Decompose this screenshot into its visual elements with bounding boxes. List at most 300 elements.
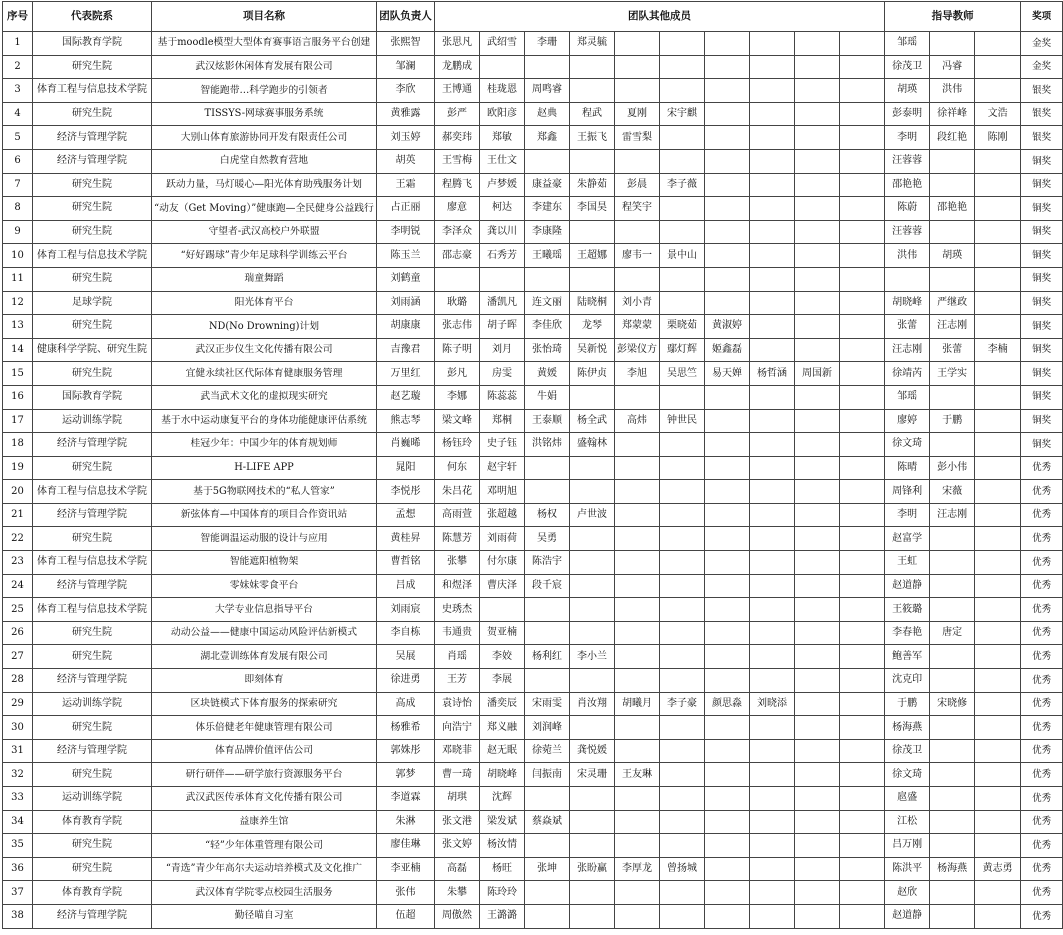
row-advisor — [975, 173, 1021, 197]
row-no: 12 — [3, 291, 33, 315]
row-member — [570, 55, 615, 79]
row-member — [480, 267, 525, 291]
row-member — [705, 598, 750, 622]
row-no: 21 — [3, 503, 33, 527]
row-no: 20 — [3, 480, 33, 504]
row-member: 李厚龙 — [615, 857, 660, 881]
row-project: 区块链模式下体育服务的探索研究 — [152, 692, 377, 716]
row-member: 陈浩宇 — [525, 551, 570, 575]
row-member — [660, 503, 705, 527]
row-member — [705, 857, 750, 881]
row-advisor: 徐文琦 — [885, 763, 930, 787]
row-advisor: 王虹 — [885, 551, 930, 575]
row-member — [525, 787, 570, 811]
row-advisor — [975, 197, 1021, 221]
row-member: 连文丽 — [525, 291, 570, 315]
row-advisor: 吕万刚 — [885, 834, 930, 858]
row-member — [615, 503, 660, 527]
row-award: 优秀 — [1021, 503, 1063, 527]
row-member — [795, 433, 840, 457]
row-member — [705, 79, 750, 103]
row-member — [660, 197, 705, 221]
row-no: 7 — [3, 173, 33, 197]
row-member — [660, 810, 705, 834]
row-member: 李姣 — [480, 645, 525, 669]
row-award: 铜奖 — [1021, 338, 1063, 362]
row-award: 优秀 — [1021, 834, 1063, 858]
row-member — [705, 456, 750, 480]
row-leader: 黄桂昇 — [377, 527, 435, 551]
row-member — [750, 739, 795, 763]
row-member — [660, 79, 705, 103]
row-advisor: 于鹏 — [885, 692, 930, 716]
row-member: 梁发斌 — [480, 810, 525, 834]
row-no: 11 — [3, 267, 33, 291]
row-award: 铜奖 — [1021, 433, 1063, 457]
row-advisor: 段红艳 — [930, 126, 975, 150]
row-member — [570, 574, 615, 598]
row-college: 研究生院 — [33, 197, 152, 221]
header-project: 项目名称 — [152, 2, 377, 32]
row-project: 大别山体育旅游协同开发有限责任公司 — [152, 126, 377, 150]
row-project: 守望者-武汉高校户外联盟 — [152, 220, 377, 244]
row-member: 张怡琦 — [525, 338, 570, 362]
row-project: 智能遮阳植物架 — [152, 551, 377, 575]
row-member — [795, 739, 840, 763]
row-advisor — [930, 574, 975, 598]
row-no: 16 — [3, 385, 33, 409]
row-member — [615, 669, 660, 693]
row-member: 张文婷 — [435, 834, 480, 858]
row-award: 优秀 — [1021, 904, 1063, 928]
row-member — [750, 385, 795, 409]
row-member: 胡曦月 — [615, 692, 660, 716]
row-member: 朱攀 — [435, 881, 480, 905]
row-project: 湖北壹训练体育发展有限公司 — [152, 645, 377, 669]
row-member — [750, 55, 795, 79]
row-college: 研究生院 — [33, 55, 152, 79]
row-award: 优秀 — [1021, 810, 1063, 834]
row-member — [840, 126, 885, 150]
table-row — [3, 32, 1063, 56]
row-advisor: 陈晴 — [885, 456, 930, 480]
row-member: 高雨萱 — [435, 503, 480, 527]
row-no: 38 — [3, 904, 33, 928]
row-member — [705, 810, 750, 834]
row-member: 郑桐 — [480, 409, 525, 433]
row-member: 郑义融 — [480, 716, 525, 740]
row-advisor: 扈盛 — [885, 787, 930, 811]
row-member: 鄢灯辉 — [660, 338, 705, 362]
row-advisor — [975, 669, 1021, 693]
row-member — [660, 739, 705, 763]
row-member — [795, 480, 840, 504]
row-advisor: 陈蔚 — [885, 197, 930, 221]
row-advisor — [930, 527, 975, 551]
row-advisor: 唐定 — [930, 621, 975, 645]
row-advisor: 彭泰明 — [885, 102, 930, 126]
row-project: 阳光体育平台 — [152, 291, 377, 315]
row-college: 体育工程与信息技术学院 — [33, 480, 152, 504]
row-member: 杨旺 — [480, 857, 525, 881]
row-award: 铜奖 — [1021, 149, 1063, 173]
row-member — [840, 244, 885, 268]
row-advisor: 胡晓峰 — [885, 291, 930, 315]
row-member — [840, 79, 885, 103]
row-no: 9 — [3, 220, 33, 244]
row-member — [795, 503, 840, 527]
row-member: 栗晓茹 — [660, 315, 705, 339]
row-award: 优秀 — [1021, 692, 1063, 716]
row-advisor: 赵欣 — [885, 881, 930, 905]
row-college: 研究生院 — [33, 315, 152, 339]
table-row — [3, 173, 1063, 197]
row-member — [660, 669, 705, 693]
row-project: 勤径喵自习室 — [152, 904, 377, 928]
row-member — [570, 220, 615, 244]
row-member: 杨哲涵 — [750, 362, 795, 386]
row-member: 吴勇 — [525, 527, 570, 551]
row-member: 邓明旭 — [480, 480, 525, 504]
row-member: 潘奕辰 — [480, 692, 525, 716]
row-member — [525, 55, 570, 79]
table-row — [3, 480, 1063, 504]
row-advisor — [975, 645, 1021, 669]
row-college: 经济与管理学院 — [33, 149, 152, 173]
row-member — [750, 503, 795, 527]
row-college: 经济与管理学院 — [33, 904, 152, 928]
row-member — [570, 527, 615, 551]
row-member: 雷雪梨 — [615, 126, 660, 150]
row-member — [840, 574, 885, 598]
row-advisor — [975, 881, 1021, 905]
row-no: 28 — [3, 669, 33, 693]
header-advisors: 指导教师 — [885, 2, 1021, 32]
row-member — [615, 527, 660, 551]
row-member — [525, 881, 570, 905]
header-row — [3, 2, 1063, 32]
row-advisor: 胡瑛 — [930, 244, 975, 268]
row-member: 李康隆 — [525, 220, 570, 244]
row-member — [615, 220, 660, 244]
row-leader: 曹哲铭 — [377, 551, 435, 575]
row-member: 黄媛 — [525, 362, 570, 386]
row-member — [795, 716, 840, 740]
row-award: 铜奖 — [1021, 220, 1063, 244]
row-advisor — [975, 810, 1021, 834]
row-member: 王仕文 — [480, 149, 525, 173]
row-no: 8 — [3, 197, 33, 221]
row-leader: 孟想 — [377, 503, 435, 527]
table-row — [3, 197, 1063, 221]
row-member — [660, 904, 705, 928]
row-member: 刘晓添 — [750, 692, 795, 716]
row-no: 17 — [3, 409, 33, 433]
row-college: 研究生院 — [33, 362, 152, 386]
row-member — [795, 385, 840, 409]
row-member — [795, 692, 840, 716]
row-advisor — [930, 220, 975, 244]
row-member — [615, 55, 660, 79]
row-member: 韦通贵 — [435, 621, 480, 645]
row-member — [840, 904, 885, 928]
row-no: 5 — [3, 126, 33, 150]
table-row — [3, 763, 1063, 787]
row-award: 优秀 — [1021, 669, 1063, 693]
row-college: 研究生院 — [33, 834, 152, 858]
row-no: 13 — [3, 315, 33, 339]
row-member — [480, 598, 525, 622]
row-advisor: 杨海燕 — [885, 716, 930, 740]
row-member — [840, 621, 885, 645]
row-member — [660, 551, 705, 575]
row-advisor: 汪志刚 — [885, 338, 930, 362]
row-no: 15 — [3, 362, 33, 386]
row-no: 24 — [3, 574, 33, 598]
row-member — [795, 291, 840, 315]
row-member: 彭严 — [435, 102, 480, 126]
row-college: 研究生院 — [33, 527, 152, 551]
row-member — [750, 267, 795, 291]
row-award: 优秀 — [1021, 480, 1063, 504]
row-college: 经济与管理学院 — [33, 739, 152, 763]
row-advisor — [975, 503, 1021, 527]
table-row — [3, 433, 1063, 457]
row-advisor — [975, 834, 1021, 858]
row-member — [840, 315, 885, 339]
row-member — [705, 149, 750, 173]
table-row — [3, 409, 1063, 433]
row-project: 智能跑带…科学跑步的引领者 — [152, 79, 377, 103]
row-member — [570, 149, 615, 173]
row-member — [840, 739, 885, 763]
row-advisor — [930, 551, 975, 575]
row-member — [795, 810, 840, 834]
row-advisor — [975, 787, 1021, 811]
row-member — [615, 787, 660, 811]
row-member: 梁文峰 — [435, 409, 480, 433]
header-college: 代表院系 — [33, 2, 152, 32]
row-member: 杨利红 — [525, 645, 570, 669]
row-advisor: 张蕾 — [885, 315, 930, 339]
row-member: 高磊 — [435, 857, 480, 881]
row-member: 李展 — [480, 669, 525, 693]
row-member — [570, 787, 615, 811]
row-member: 潘凯凡 — [480, 291, 525, 315]
row-college: 足球学院 — [33, 291, 152, 315]
row-advisor — [975, 716, 1021, 740]
row-advisor — [975, 385, 1021, 409]
row-member — [570, 79, 615, 103]
row-advisor — [975, 315, 1021, 339]
row-advisor — [930, 739, 975, 763]
row-member — [705, 834, 750, 858]
row-advisor: 李明 — [885, 126, 930, 150]
row-member: 张盼赢 — [570, 857, 615, 881]
row-project: 益康养生馆 — [152, 810, 377, 834]
row-leader: 刘雨涵 — [377, 291, 435, 315]
row-member: 贺亚楠 — [480, 621, 525, 645]
row-member: 沈辉 — [480, 787, 525, 811]
row-advisor: 陈刚 — [975, 126, 1021, 150]
row-member: 李泽众 — [435, 220, 480, 244]
row-member — [705, 291, 750, 315]
row-college: 研究生院 — [33, 716, 152, 740]
row-advisor — [930, 149, 975, 173]
row-member: 肖瑶 — [435, 645, 480, 669]
row-award: 优秀 — [1021, 763, 1063, 787]
row-member — [615, 739, 660, 763]
row-member — [795, 197, 840, 221]
row-member — [795, 32, 840, 56]
row-member — [750, 220, 795, 244]
row-member — [615, 904, 660, 928]
row-member: 彭凡 — [435, 362, 480, 386]
row-project: ND(No Drowning)计划 — [152, 315, 377, 339]
row-project: 基于moodle模型大型体育赛事语言服务平台创建 — [152, 32, 377, 56]
table-row — [3, 527, 1063, 551]
row-member — [750, 881, 795, 905]
row-college: 研究生院 — [33, 220, 152, 244]
row-project: H-LIFE APP — [152, 456, 377, 480]
header-no: 序号 — [3, 2, 33, 32]
row-member — [570, 904, 615, 928]
row-member: 耿璐 — [435, 291, 480, 315]
row-member: 易天婵 — [705, 362, 750, 386]
row-no: 23 — [3, 551, 33, 575]
row-member — [705, 645, 750, 669]
row-member — [660, 645, 705, 669]
table-row — [3, 456, 1063, 480]
row-advisor — [975, 267, 1021, 291]
row-member: 胡子晖 — [480, 315, 525, 339]
row-college: 研究生院 — [33, 857, 152, 881]
row-member: 彭晨 — [615, 173, 660, 197]
row-member — [660, 433, 705, 457]
row-member: 宋雨雯 — [525, 692, 570, 716]
row-member: 卢梦媛 — [480, 173, 525, 197]
row-member — [615, 79, 660, 103]
row-leader: 李亚楠 — [377, 857, 435, 881]
row-member — [435, 267, 480, 291]
table-row — [3, 362, 1063, 386]
row-member — [750, 551, 795, 575]
row-member — [660, 220, 705, 244]
row-member — [840, 834, 885, 858]
row-member: 洪铭炜 — [525, 433, 570, 457]
row-advisor: 赵道静 — [885, 904, 930, 928]
row-college: 经济与管理学院 — [33, 503, 152, 527]
row-advisor — [975, 480, 1021, 504]
row-member — [750, 621, 795, 645]
row-member: 王超娜 — [570, 244, 615, 268]
row-leader: 高成 — [377, 692, 435, 716]
table-row — [3, 716, 1063, 740]
row-award: 优秀 — [1021, 881, 1063, 905]
row-member: 曹庆泽 — [480, 574, 525, 598]
table-row — [3, 551, 1063, 575]
row-project: “动友（Get Moving）”健康跑—全民健身公益践行 — [152, 197, 377, 221]
row-no: 31 — [3, 739, 33, 763]
row-member: 段千宸 — [525, 574, 570, 598]
row-leader: 王霜 — [377, 173, 435, 197]
row-member — [705, 787, 750, 811]
row-member — [615, 621, 660, 645]
row-member — [750, 173, 795, 197]
row-advisor: 徐茂卫 — [885, 739, 930, 763]
row-member: 徐菀兰 — [525, 739, 570, 763]
row-no: 19 — [3, 456, 33, 480]
row-advisor — [930, 881, 975, 905]
row-award: 优秀 — [1021, 787, 1063, 811]
row-member — [660, 291, 705, 315]
row-member — [750, 810, 795, 834]
row-award: 铜奖 — [1021, 362, 1063, 386]
row-member — [705, 527, 750, 551]
row-advisor — [930, 716, 975, 740]
row-college: 国际教育学院 — [33, 32, 152, 56]
table-row — [3, 669, 1063, 693]
row-member: 房雯 — [480, 362, 525, 386]
row-member — [795, 551, 840, 575]
row-member — [660, 385, 705, 409]
row-member — [615, 574, 660, 598]
row-member — [615, 598, 660, 622]
row-advisor: 汪志刚 — [930, 503, 975, 527]
row-member — [660, 32, 705, 56]
row-member: 郑灵毓 — [570, 32, 615, 56]
row-advisor — [975, 456, 1021, 480]
row-member: 宋灵珊 — [570, 763, 615, 787]
row-no: 4 — [3, 102, 33, 126]
row-member — [705, 32, 750, 56]
table-row — [3, 126, 1063, 150]
row-project: 研行研伴——研学旅行资源服务平台 — [152, 763, 377, 787]
row-advisor — [975, 55, 1021, 79]
row-member — [570, 385, 615, 409]
row-advisor — [975, 739, 1021, 763]
row-member — [795, 574, 840, 598]
row-member — [705, 716, 750, 740]
row-member: 史子钰 — [480, 433, 525, 457]
row-member — [750, 904, 795, 928]
row-advisor: 黄志勇 — [975, 857, 1021, 881]
row-member: 邓晓菲 — [435, 739, 480, 763]
row-member: 邵志豪 — [435, 244, 480, 268]
row-advisor — [975, 551, 1021, 575]
row-member — [795, 126, 840, 150]
row-project: 即刻体育 — [152, 669, 377, 693]
row-project: 基于水中运动康复平台的身体功能健康评估系统 — [152, 409, 377, 433]
row-advisor — [930, 904, 975, 928]
row-advisor: 李明 — [885, 503, 930, 527]
row-leader: 张伟 — [377, 881, 435, 905]
row-member — [615, 810, 660, 834]
row-member: 张志伟 — [435, 315, 480, 339]
row-member — [840, 197, 885, 221]
row-member — [750, 716, 795, 740]
row-member — [750, 763, 795, 787]
row-advisor — [930, 32, 975, 56]
row-member — [660, 149, 705, 173]
row-college: 体育工程与信息技术学院 — [33, 244, 152, 268]
row-award: 优秀 — [1021, 574, 1063, 598]
table-row — [3, 739, 1063, 763]
row-member — [840, 456, 885, 480]
row-member: 刘雨荷 — [480, 527, 525, 551]
row-member — [750, 291, 795, 315]
row-college: 国际教育学院 — [33, 385, 152, 409]
